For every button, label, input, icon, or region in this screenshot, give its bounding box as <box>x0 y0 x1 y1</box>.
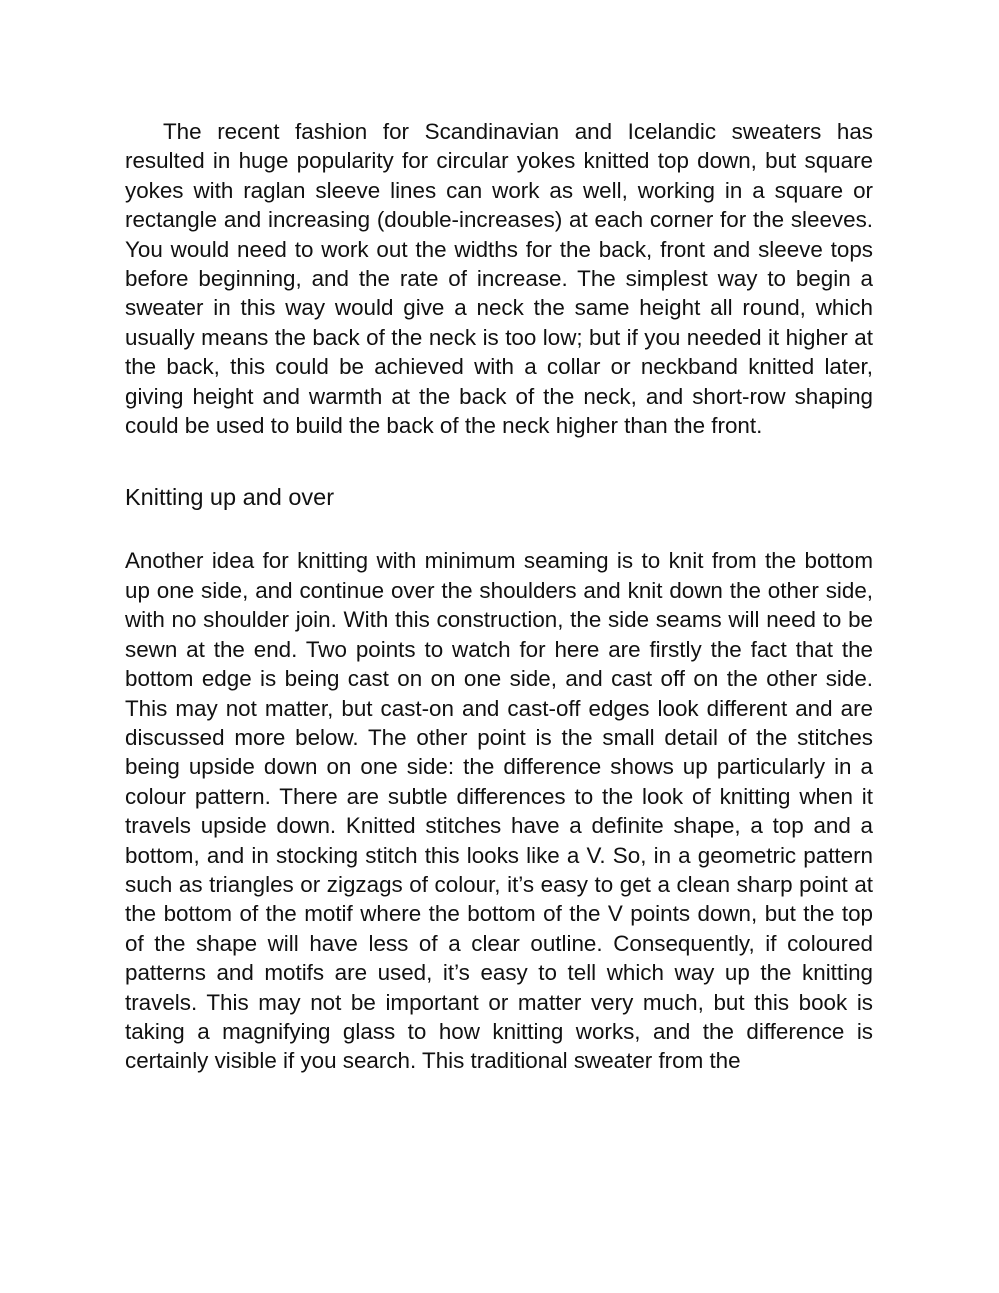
spacer <box>125 512 873 546</box>
body-paragraph-1: The recent fashion for Scandinavian and Icelandic sweaters has resulted in huge popularity for circular yokes knitted top down, but square yokes with raglan sleeve lines can work as well, working in a square or rectangle and increasing (double-increases) at each corner for the sleeves. You would need to work out the widths for the back, front and sleeve tops before beginning, and the rate of increase. The simplest way to begin a sweater in this way would give a neck the same height all round, which usually means the back of the neck is too low; but if you needed it higher at the back, this could be achieved with a collar or neckband knitted later, giving height and warmth at the back of the neck, and short-row shaping could be used to build the back of the neck higher than the front. <box>125 119 873 439</box>
section-heading: Knitting up and over <box>125 484 335 511</box>
spacer <box>125 440 873 482</box>
body-paragraph-2: Another idea for knitting with minimum seaming is to knit from the bottom up one side, and continue over the shoulders and knit down the other side, with no shoulder join. With this construction, the side seams will need to be sewn at the end. Two points to watch for here are firstly the fact that the bottom edge is being cast on on one side, and cast off on the other side. This may not matter, but cast-on and cast-off edges look different and are discussed more below. The other point is the small detail of the stitches being upside down on one side: the difference shows up particularly in a colour pattern. There are subtle differences to the look of knitting when it travels upside down. Knitted stitches have a definite shape, a top and a bottom, and in stocking stitch this looks like a V. So, in a geometric pattern such as triangles or zigzags of colour, it’s easy to get a clean sharp point at the bottom of the motif where the bottom of the V points down, but the top of the shape will have less of a clear outline. Consequently, if coloured patterns and motifs are used, it’s easy to tell which way up the knitting travels. This may not be important or matter very much, but this book is taking a magnifying glass to how knitting works, and the difference is certainly visible if you search. This traditional sweater from the <box>125 548 873 1074</box>
page-content <box>125 117 873 1076</box>
